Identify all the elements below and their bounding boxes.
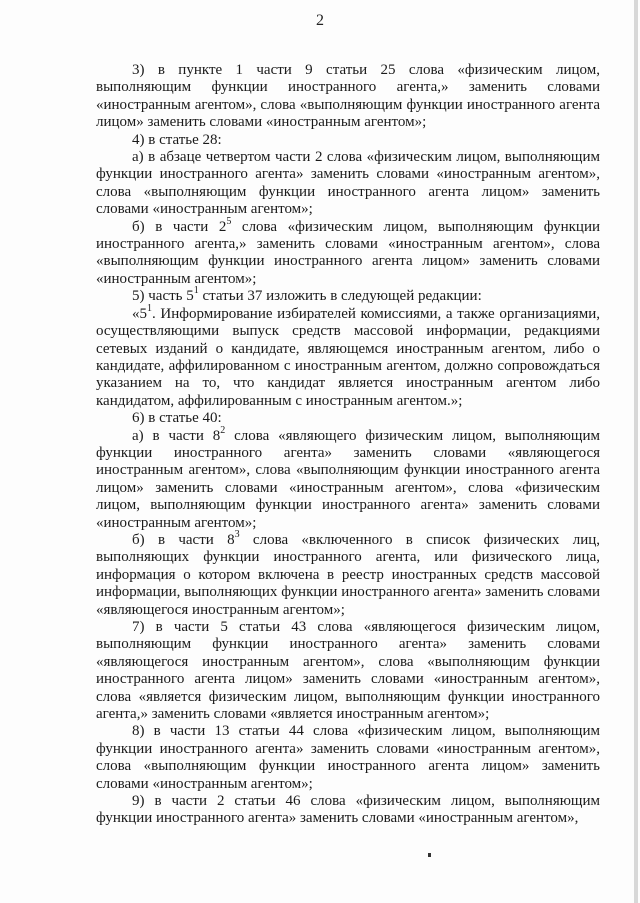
paragraph-text-cont: слова «являющего физическим лицом, выполняющим функции иностранного агента» заменить словами «являющегося иностранным агентом», слова «выполняющим функции иностранного агента лицом» заменить словами «иностранным агентом», слова «физическим лицом, выполняющим функции иностранного агента» заменить словами «иностранным агентом»; <box>96 427 600 531</box>
superscript: 3 <box>234 528 240 540</box>
paragraph <box>96 424 600 532</box>
page-number: 2 <box>316 12 324 29</box>
paragraph-text: 3) в пункте 1 части 9 статьи 25 слова «физическим лицом, выполняющим функции иностранного агента,» заменить словами «иностранным агентом», слова «выполняющим функции иностранного агента лицом» заменить словами «иностранным агентом»; <box>96 62 600 131</box>
paragraph <box>96 62 600 132</box>
paragraph-text: а) в части 8 <box>132 427 221 444</box>
paragraph-text: 5) часть 5 <box>132 288 194 305</box>
paragraph-text-cont: . Информирование избирателей комиссиями, а также организациями, осуществляющими выпуск средств массовой информации, редакциями сетевых изданий о кандидате, являющемся иностранным агентом, либо о кандидате, аффилированном с иностранным агентом, должно сопровождаться указанием на то, что кандидат является иностранным агентом либо кандидатом, аффилированным с иностранным агентом.»; <box>96 305 600 409</box>
paragraph-text-cont: статьи 37 изложить в следующей редакции: <box>198 288 482 305</box>
paragraph <box>96 793 600 828</box>
paragraph <box>96 410 600 427</box>
superscript: 1 <box>147 302 152 314</box>
document-body <box>96 62 600 828</box>
scan-edge <box>634 0 638 903</box>
paragraph <box>96 723 600 793</box>
paragraph-text: б) в части 2 <box>132 218 227 235</box>
scan-dot <box>428 853 431 857</box>
paragraph-text: б) в части 8 <box>132 531 235 548</box>
paragraph-text: 6) в статье 40: <box>132 410 222 427</box>
paragraph-text: а) в абзаце четвертом части 2 слова «физическим лицом, выполняющим функции иностранного агента» заменить словами «иностранным агентом», слова «выполняющим функции иностранного агента лицом» заменить словами «иностранным агентом»; <box>96 149 600 218</box>
superscript: 1 <box>193 285 199 297</box>
paragraph <box>96 132 600 149</box>
paragraph-text: 9) в части 2 статьи 46 слова «физическим лицом, выполняющим функции иностранного агента» заменить словами «иностранным агентом», <box>96 793 600 827</box>
paragraph-text-cont: слова «физическим лицом, выполняющим функции иностранного агента,» заменить словами «иностранным агентом», слова «выполняющим функции иностранного агента лицом» заменить словами «иностранным агентом»; <box>96 218 600 287</box>
paragraph-text: 4) в статье 28: <box>132 131 222 148</box>
paragraph-text: «5 <box>132 305 147 322</box>
paragraph-text-cont: слова «включенного в список физических лиц, выполняющих функции иностранного агента, или физического лица, информация о котором включена в реестр иностранных средств массовой информации, выполняющих функции иностранного агента» заменить словами «являющегося иностранным агентом»; <box>96 531 600 618</box>
paragraph-text: 8) в части 13 статьи 44 слова «физическим лицом, выполняющим функции иностранного агента» заменить словами «иностранным агентом», слова «выполняющим функции иностранного агента лицом» заменить словами «иностранным агентом»; <box>96 723 600 792</box>
paragraph <box>96 215 600 289</box>
paragraph <box>96 619 600 723</box>
superscript: 2 <box>220 424 226 436</box>
paragraph <box>96 285 600 305</box>
paragraph <box>96 149 600 219</box>
paragraph <box>96 302 600 410</box>
paragraph-text: 7) в части 5 статьи 43 слова «являющегося физическим лицом, выполняющим функции иностранного агента» заменить словами «являющегося иностранным агентом», слова «выполняющим функции иностранного агента лицом» заменить словами «иностранным агентом», слова «является физическим лицом, выполняющим функции иностранного агента,» заменить словами «является иностранным агентом»; <box>96 619 600 723</box>
superscript: 5 <box>226 215 232 227</box>
paragraph <box>96 528 600 619</box>
